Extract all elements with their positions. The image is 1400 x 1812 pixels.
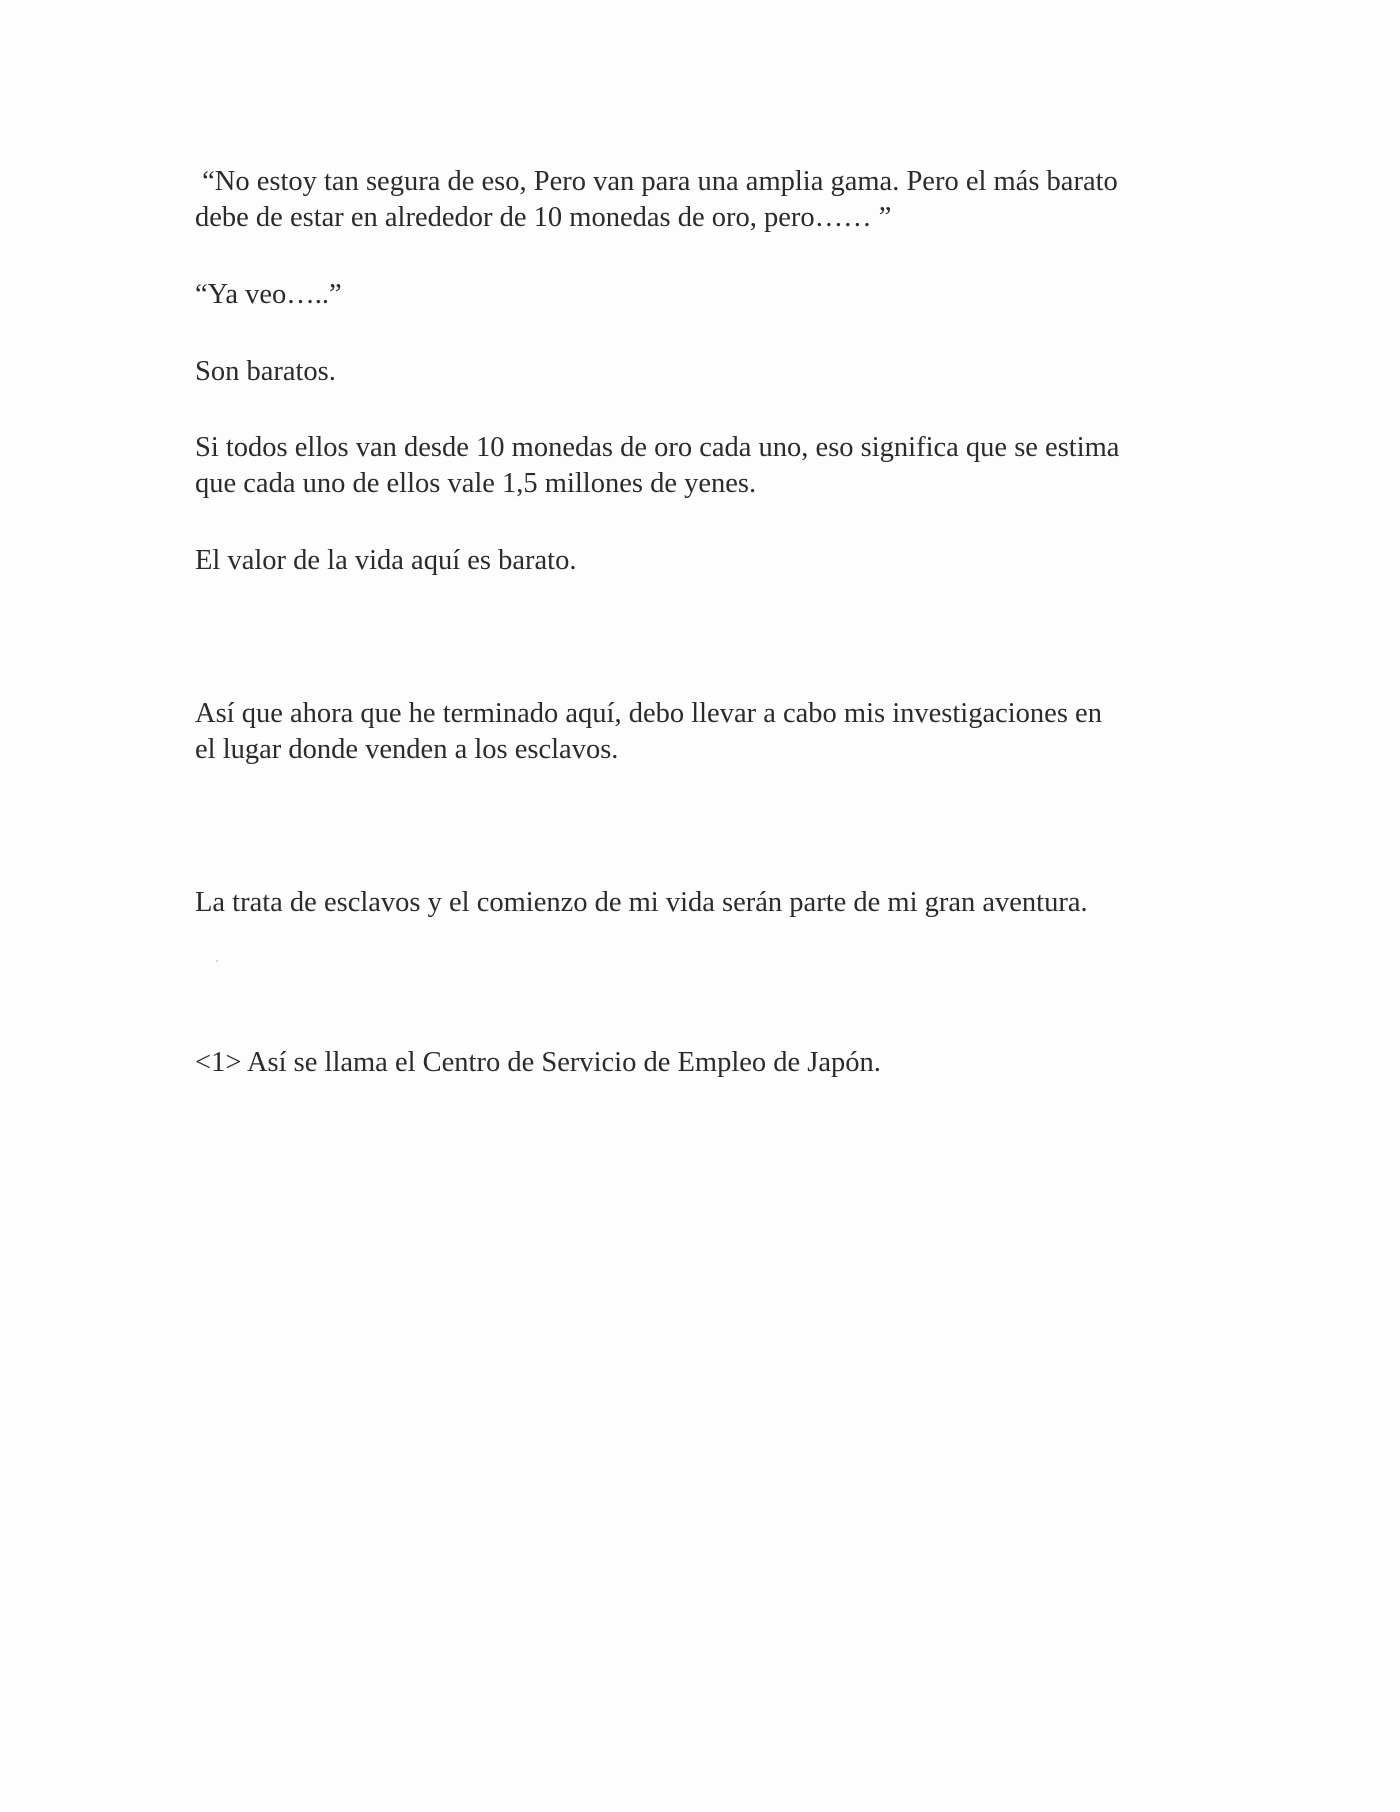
paragraph-estimate: Si todos ellos van desde 10 monedas de oro cada uno, eso significa que se estima que cada uno de ellos vale 1,5 millones de yenes. bbox=[195, 432, 1120, 499]
paragraph-investigation: Así que ahora que he terminado aquí, debo llevar a cabo mis investigaciones en el lugar donde venden a los esclavos. bbox=[195, 698, 1102, 765]
paragraph-dialogue-price: “No estoy tan segura de eso, Pero van para una amplia gama. Pero el más barato debe de estar en alrededor de 10 monedas de oro, pero…… ” bbox=[195, 166, 1118, 233]
paragraph-adventure: La trata de esclavos y el comienzo de mi vida serán parte de mi gran aventura. bbox=[195, 887, 1088, 918]
paragraph-dialogue-ya-veo: “Ya veo…..” bbox=[195, 279, 342, 310]
paragraph-son-baratos: Son baratos. bbox=[195, 356, 336, 387]
paragraph-life-value: El valor de la vida aquí es barato. bbox=[195, 545, 577, 576]
footnote: <1> Así se llama el Centro de Servicio de Empleo de Japón. bbox=[195, 1047, 881, 1078]
scan-speck bbox=[216, 960, 218, 962]
